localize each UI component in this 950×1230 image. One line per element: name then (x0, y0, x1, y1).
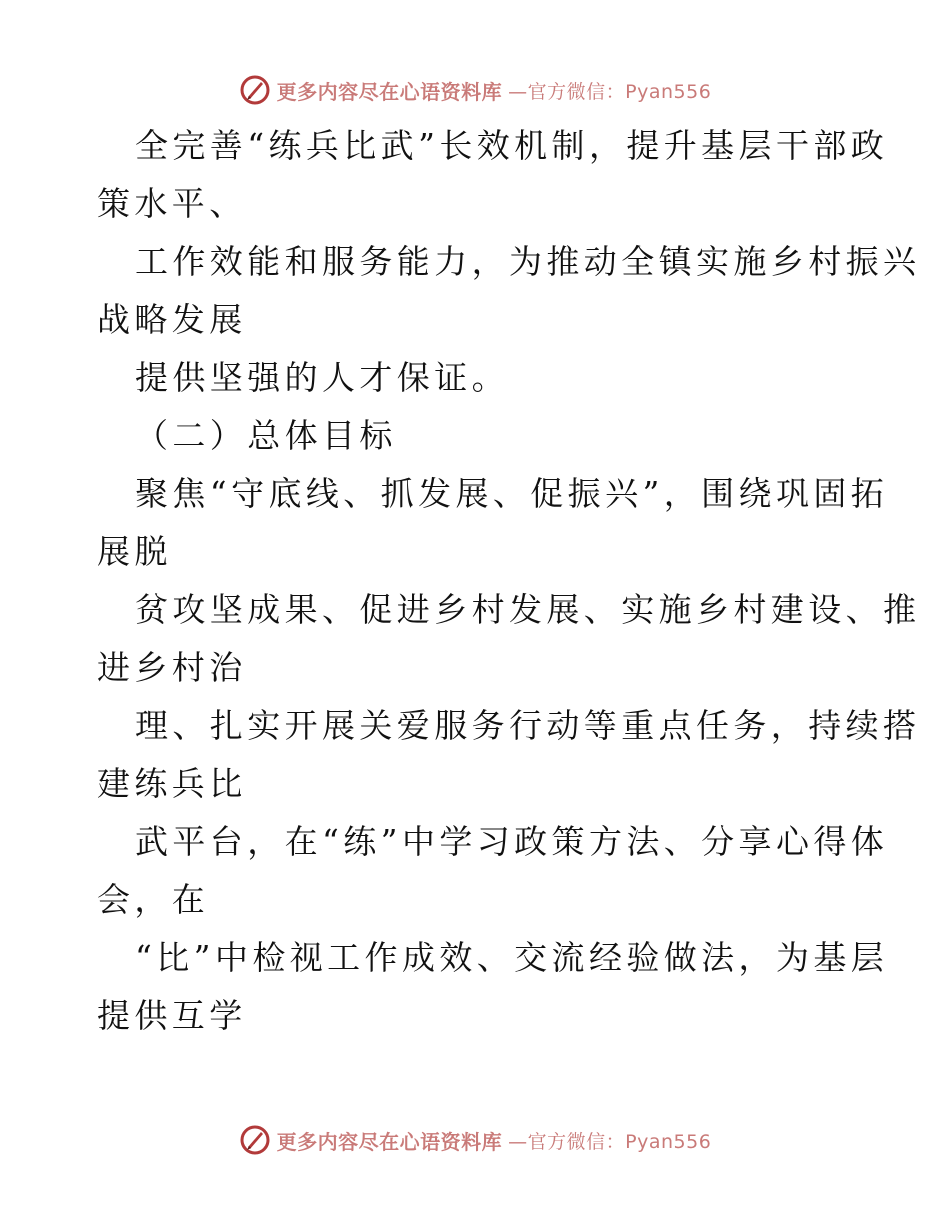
paragraph-line: 聚焦“守底线、抓发展、促振兴”，围绕巩固拓 (135, 474, 889, 513)
paragraph (97, 465, 889, 581)
watermark-contact-text: —官方微信：Pyan556 (508, 1130, 712, 1153)
paragraph-line: 工作效能和服务能力，为推动全镇实施乡村振兴 (135, 242, 921, 281)
paragraph-line: 会，在 (97, 880, 210, 919)
paragraph-line: “比”中检视工作成效、交流经验做法，为基层 (135, 938, 889, 977)
paragraph (97, 581, 921, 697)
watermark-site-text: 更多内容尽在心语资料库 (276, 79, 503, 104)
paragraph-line: 战略发展 (97, 300, 247, 339)
paragraph (97, 697, 921, 813)
paragraph-line: 展脱 (97, 532, 172, 571)
paragraph-line: 全完善“练兵比武”长效机制，提升基层干部政 (135, 126, 889, 165)
paragraph (97, 349, 857, 407)
header-watermark (0, 73, 950, 107)
paragraph (97, 117, 889, 233)
footer-watermark (0, 1123, 950, 1157)
paragraph (97, 813, 889, 929)
paragraph-line: 武平台，在“练”中学习政策方法、分享心得体 (135, 822, 889, 861)
watermark-site-text: 更多内容尽在心语资料库 (276, 1129, 503, 1154)
paragraph (97, 233, 921, 349)
section-heading (97, 407, 857, 465)
quill-pen-logo-icon (239, 74, 271, 106)
section-heading-text: （二）总体目标 (135, 416, 397, 455)
paragraph-line: 建练兵比 (97, 764, 247, 803)
paragraph-line: 提供坚强的人才保证。 (135, 358, 509, 397)
paragraph-line: 提供互学 (97, 996, 247, 1035)
paragraph-line: 理、扎实开展关爱服务行动等重点任务，持续搭 (135, 706, 921, 745)
paragraph-line: 策水平、 (97, 184, 247, 223)
document-body (97, 117, 921, 1045)
quill-pen-logo-icon (239, 1124, 271, 1156)
paragraph (97, 929, 889, 1045)
paragraph-line: 贫攻坚成果、促进乡村发展、实施乡村建设、推 (135, 590, 921, 629)
paragraph-line: 进乡村治 (97, 648, 247, 687)
watermark-contact-text: —官方微信：Pyan556 (508, 80, 712, 103)
